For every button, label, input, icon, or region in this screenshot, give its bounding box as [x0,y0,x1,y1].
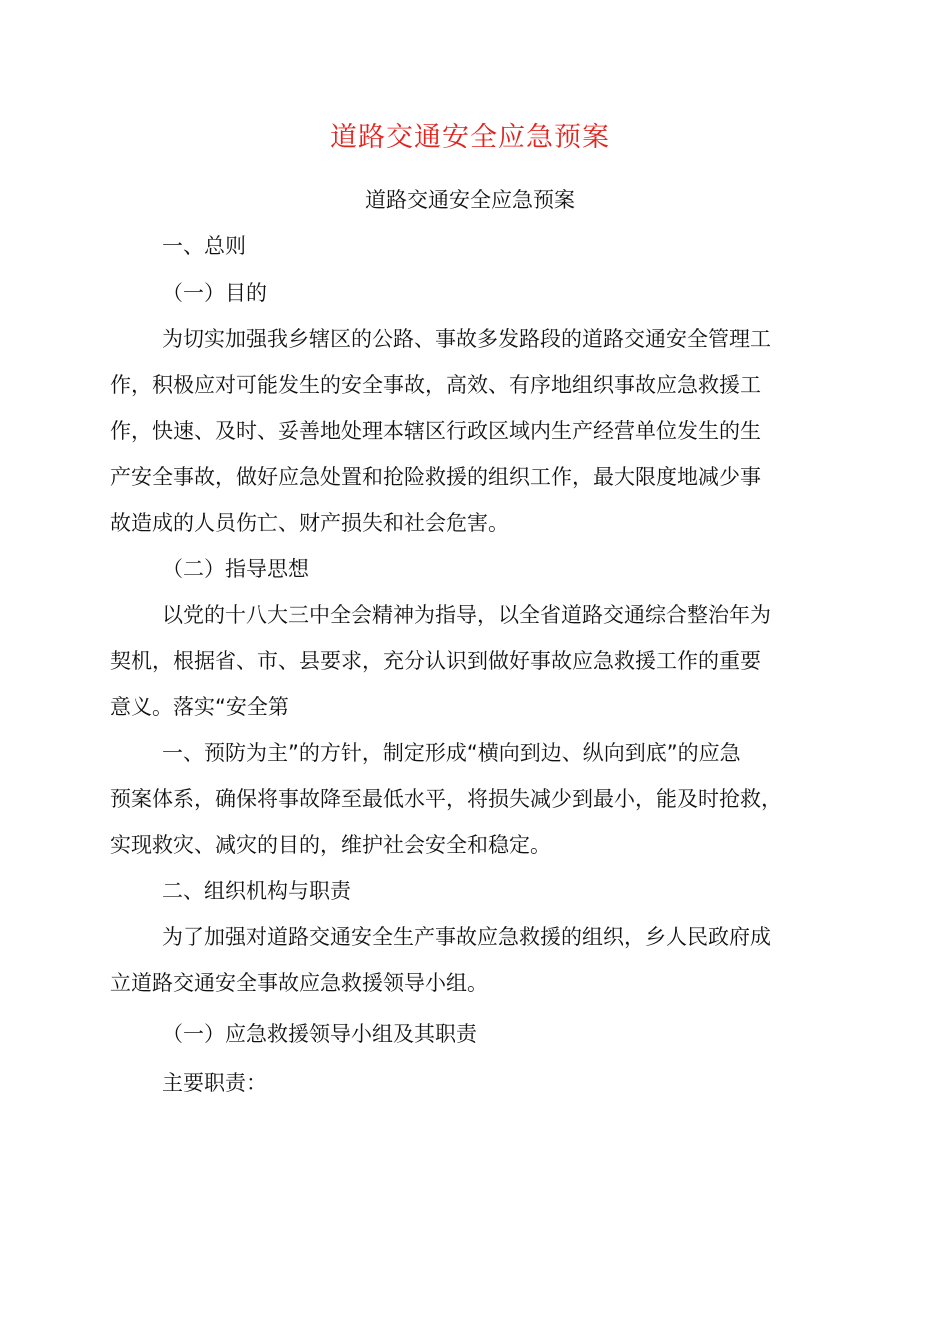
paragraph-line: 实现救灾、减灾的目的，维护社会安全和稳定。 [110,833,551,857]
subsection-heading-leading-group: （一）应急救援领导小组及其职责 [162,1022,477,1046]
subsection-heading-purpose: （一）目的 [162,281,267,305]
subsection-heading-guiding-thought: （二）指导思想 [162,557,309,581]
paragraph-line: 作，快速、及时、妥善地处理本辖区行政区域内生产经营单位发生的生 [110,419,761,443]
paragraph-line: 意义。落实“安全第 [110,695,289,719]
paragraph-line: 一、预防为主”的方针，制定形成“横向到边、纵向到底”的应急 [162,741,741,765]
paragraph-line: 契机，根据省、市、县要求，充分认识到做好事故应急救援工作的重要 [110,649,761,673]
paragraph-line: 作，积极应对可能发生的安全事故，高效、有序地组织事故应急救援工 [110,373,761,397]
paragraph-line: 以党的十八大三中全会精神为指导，以全省道路交通综合整治年为 [162,603,771,627]
paragraph-line: 为了加强对道路交通安全生产事故应急救援的组织，乡人民政府成 [162,925,771,949]
section-heading-general: 一、总则 [162,234,246,258]
paragraph-line: 产安全事故，做好应急处置和抢险救援的组织工作，最大限度地减少事 [110,465,761,489]
paragraph-line: 预案体系，确保将事故降至最低水平，将损失减少到最小，能及时抢救， [110,787,782,811]
paragraph-line: 立道路交通安全事故应急救援领导小组。 [110,971,488,995]
document-subtitle: 道路交通安全应急预案 [365,188,575,212]
main-duties-label: 主要职责： [162,1071,267,1095]
section-heading-organization: 二、组织机构与职责 [162,879,351,903]
paragraph-line: 故造成的人员伤亡、财产损失和社会危害。 [110,511,509,535]
document-title: 道路交通安全应急预案 [330,122,610,153]
paragraph-line: 为切实加强我乡辖区的公路、事故多发路段的道路交通安全管理工 [162,327,771,351]
